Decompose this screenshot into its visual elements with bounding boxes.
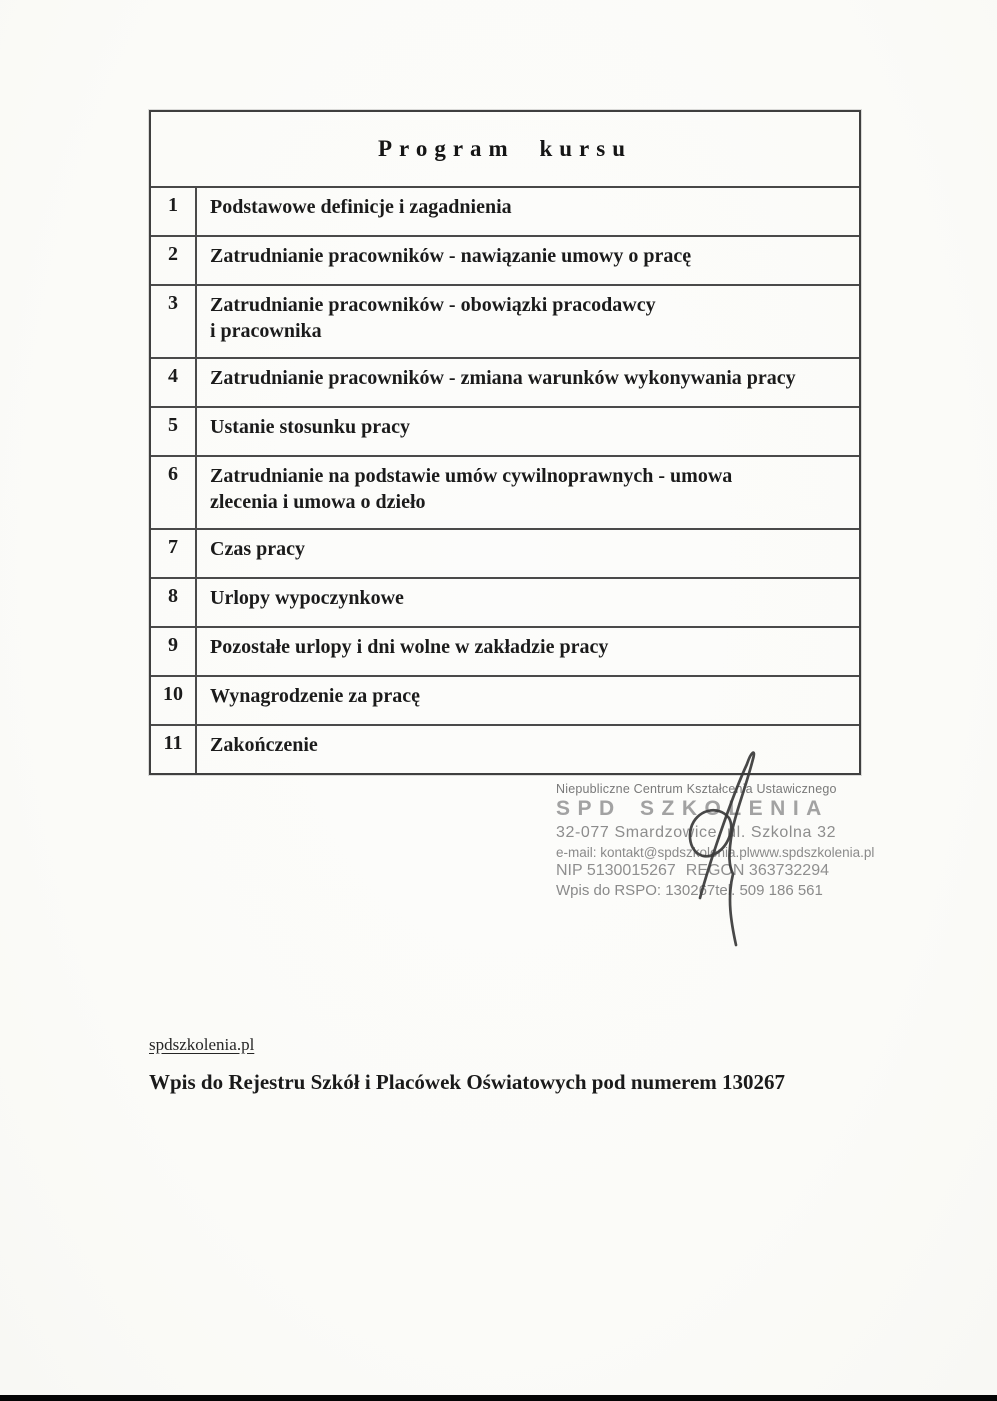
row-number: 3	[151, 286, 197, 357]
row-number: 5	[151, 408, 197, 455]
stamp-website: www.spdszkolenia.pl	[749, 845, 875, 860]
table-row	[151, 237, 859, 286]
row-number: 2	[151, 237, 197, 284]
row-topic: Ustanie stosunku pracy	[210, 416, 411, 438]
stamp-subtitle: Niepubliczne Centrum Kształcenia Ustawicznego	[556, 782, 837, 796]
row-number: 7	[151, 530, 197, 577]
table-row	[151, 579, 859, 628]
scan-edge-artifact	[0, 1395, 997, 1401]
table-row	[151, 677, 859, 726]
table-row	[151, 408, 859, 457]
row-topic: Zatrudnianie pracowników - obowiązki pracodawcy i pracownika	[210, 294, 656, 342]
row-number: 11	[151, 726, 197, 773]
table-row	[151, 457, 859, 530]
row-topic: Urlopy wypoczynkowe	[210, 587, 404, 609]
row-topic: Pozostałe urlopy i dni wolne w zakładzie pracy	[210, 636, 609, 658]
handwritten-signature	[612, 726, 777, 971]
table-row	[151, 628, 859, 677]
registry-statement: Wpis do Rejestru Szkół i Placówek Oświatowych pod numerem 130267	[149, 1070, 786, 1094]
row-number: 9	[151, 628, 197, 675]
row-topic: Zatrudnianie na podstawie umów cywilnoprawnych - umowa zlecenia i umowa o dzieło	[210, 465, 733, 513]
website-link[interactable]: spdszkolenia.pl	[149, 1035, 255, 1054]
row-topic: Wynagrodzenie za pracę	[210, 685, 420, 707]
stamp-nip: NIP 5130015267	[556, 862, 676, 879]
table-row	[151, 188, 859, 237]
stamp-address: 32-077 Smardzowice, ul. Szkolna 32	[556, 824, 837, 841]
stamp-regon: REGON 363732294	[685, 862, 829, 879]
row-number: 1	[151, 188, 197, 235]
row-number: 6	[151, 457, 197, 528]
table-row	[151, 359, 859, 408]
table-title: Program kursu	[378, 136, 632, 161]
row-topic: Zakończenie	[210, 734, 318, 756]
table-row	[151, 530, 859, 579]
table-body	[151, 188, 859, 773]
stamp-phone: tel. 509 186 561	[715, 882, 823, 899]
table-title-row	[151, 112, 859, 188]
row-topic: Zatrudnianie pracowników - zmiana warunków wykonywania pracy	[210, 367, 796, 389]
course-program-table	[149, 110, 861, 775]
table-row	[151, 286, 859, 359]
stamp-email: e-mail: kontakt@spdszkolenia.pl	[556, 845, 750, 860]
row-topic: Zatrudnianie pracowników - nawiązanie umowy o pracę	[210, 245, 692, 267]
stamp-company-name: SPD SZKOLENIA	[556, 797, 829, 820]
row-number: 8	[151, 579, 197, 626]
row-number: 4	[151, 359, 197, 406]
row-topic: Podstawowe definicje i zagadnienia	[210, 196, 512, 218]
row-topic: Czas pracy	[210, 538, 305, 560]
stamp-rspo: Wpis do RSPO: 130267	[556, 882, 716, 899]
row-number: 10	[151, 677, 197, 724]
